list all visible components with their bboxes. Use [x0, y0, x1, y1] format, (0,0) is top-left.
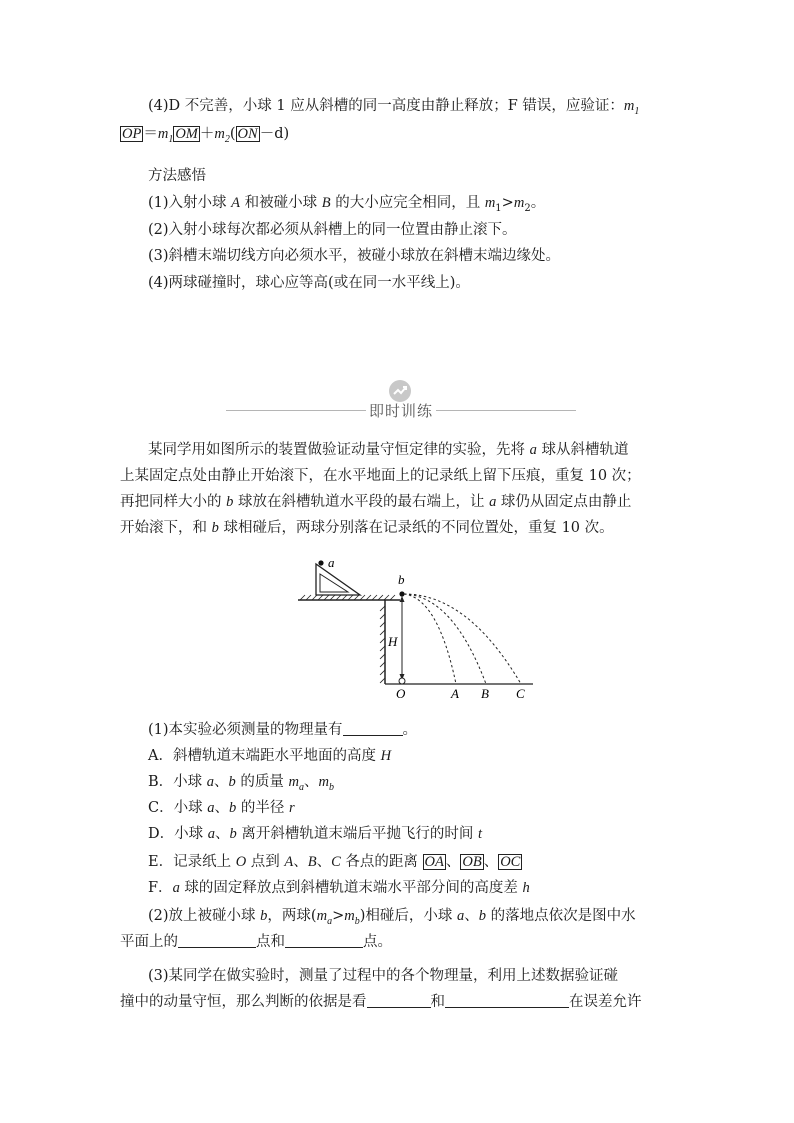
symbol: a — [172, 880, 180, 896]
symbol: b — [478, 908, 486, 924]
vector-oa: OA — [424, 854, 444, 870]
question-2-line-1 — [148, 906, 636, 932]
answer-blank[interactable] — [367, 993, 431, 1008]
text: 在误差允许 — [569, 994, 642, 1010]
text: (2)放上被碰小球 — [148, 908, 261, 924]
option-E — [148, 852, 522, 872]
question-2-line-2 — [120, 932, 392, 952]
mass-symbol: m — [214, 126, 225, 142]
method-item-2: (2)入射小球每次都必须从斜槽上的同一位置由静止滚下。 — [148, 222, 517, 238]
answer-blank[interactable] — [445, 993, 569, 1008]
text: B．小球 — [148, 774, 207, 790]
text: > — [501, 195, 514, 211]
text: 撞中的动量守恒，那么判断的依据是看 — [120, 994, 367, 1010]
text: 的质量 — [235, 774, 289, 790]
paren: ( — [229, 126, 236, 142]
text: 点到 — [246, 854, 285, 870]
vector-on: ON — [237, 126, 258, 142]
text: 、 — [316, 854, 332, 870]
ball-a — [318, 560, 323, 565]
symbol: t — [477, 826, 482, 842]
symbol: C — [331, 854, 341, 870]
option-F — [148, 878, 530, 898]
symbol: A — [284, 854, 294, 870]
text: 某同学用如图所示的装置做验证动量守恒定律的实验，先将 — [148, 442, 530, 458]
subscript: a — [298, 781, 304, 793]
mass-subscript: 1 — [168, 133, 174, 145]
symbol: b — [211, 520, 219, 536]
heading-rule-right — [436, 410, 576, 411]
label-A: A — [451, 686, 459, 700]
label-O: O — [396, 686, 406, 700]
option-D — [148, 824, 482, 844]
mass-subscript: 2 — [224, 133, 230, 145]
method-title: 方法感悟 — [148, 168, 206, 184]
answer-line-1 — [148, 96, 639, 122]
text: 、 — [464, 908, 479, 924]
heading-rule-left — [226, 410, 366, 411]
symbol: b — [229, 826, 237, 842]
text: 球从斜槽轨道 — [536, 442, 629, 458]
text: E．记录纸上 — [148, 854, 236, 870]
symbol: A — [231, 195, 241, 211]
symbol: m — [316, 908, 328, 924]
vector-ob: OB — [462, 854, 482, 870]
text: 和 — [430, 994, 445, 1010]
text: 球仍从固定点由静止 — [496, 494, 632, 510]
text: 的大小应完全相同，且 — [330, 195, 485, 211]
text: 、 — [303, 774, 319, 790]
symbol: m — [344, 908, 355, 924]
text: (1)入射小球 — [148, 195, 232, 211]
point-O-marker — [399, 678, 405, 684]
text: 、 — [445, 854, 461, 870]
equals-sign: ＝ — [143, 126, 158, 142]
subscript: 2 — [524, 202, 531, 214]
answer-blank[interactable] — [285, 933, 363, 948]
symbol: r — [288, 800, 295, 816]
text: 各点的距离 — [340, 854, 423, 870]
height-arrow-up — [400, 596, 405, 602]
symbol: b — [226, 494, 234, 510]
question-intro-4 — [120, 518, 614, 538]
symbol: b — [228, 774, 236, 790]
vector-op: OP — [122, 126, 142, 142]
answer-blank[interactable] — [343, 721, 403, 736]
mass-symbol: m — [623, 98, 635, 114]
subscript: 1 — [495, 202, 502, 214]
symbol: a — [206, 774, 215, 790]
question-intro-2: 上某固定点处由静止开始滚下，在水平地面上的记录纸上留下压痕，重复 10 次； — [120, 468, 641, 484]
method-item-1 — [148, 193, 545, 219]
symbol: b — [260, 908, 268, 924]
question-intro-3 — [120, 492, 631, 512]
method-item-4: (4)两球碰撞时，球心应等高(或在同一水平线上)。 — [148, 275, 470, 291]
symbol: a — [456, 908, 465, 924]
incline — [316, 564, 360, 595]
symbol: m — [318, 774, 329, 790]
text: 、 — [214, 800, 229, 816]
text: 球放在斜槽轨道水平段的最右端上，让 — [233, 494, 490, 510]
label-H: H — [388, 634, 398, 649]
text: 、 — [214, 826, 230, 842]
label-b: b — [398, 572, 405, 587]
option-B — [148, 772, 334, 798]
section-heading — [226, 376, 576, 426]
text: 、 — [483, 854, 499, 870]
symbol: m — [513, 195, 525, 211]
answer-text: (4)D 不完善，小球 1 应从斜槽的同一高度由静止释放；F 错误，应验证： — [148, 98, 624, 114]
text: 。 — [402, 722, 418, 738]
question-3-line-2 — [120, 992, 642, 1012]
question-intro-1 — [148, 440, 628, 460]
trajectory-B — [404, 594, 486, 684]
ball-b — [399, 591, 404, 596]
symbol: a — [529, 442, 537, 458]
label-C: C — [516, 686, 525, 700]
section-heading-text: 即时训练 — [368, 402, 433, 420]
text: 球的固定释放点到斜槽轨道末端水平部分间的高度差 — [179, 880, 523, 896]
subscript: a — [327, 915, 333, 927]
symbol: m — [484, 195, 496, 211]
question-3-line-1: (3)某同学在做实验时，测量了过程中的各个物理量，利用上述数据验证碰 — [148, 968, 619, 984]
answer-blank[interactable] — [178, 933, 256, 948]
text: A．斜槽轨道末端距水平地面的高度 — [148, 748, 381, 764]
text: 。 — [530, 195, 546, 211]
text: 、 — [214, 774, 229, 790]
text: 开始滚下，和 — [120, 520, 212, 536]
text: 、 — [293, 854, 308, 870]
method-item-3: (3)斜槽末端切线方向必须水平，被碰小球放在斜槽末端边缘处。 — [148, 248, 561, 264]
text: 离开斜槽轨道末端后平抛飞行的时间 — [236, 826, 478, 842]
text: ，两球( — [267, 908, 317, 924]
symbol: h — [522, 880, 530, 896]
text: 再把同样大小的 — [120, 494, 227, 510]
symbol: m — [288, 774, 299, 790]
text: D．小球 — [148, 826, 208, 842]
text: F． — [148, 880, 173, 896]
subscript: b — [328, 781, 334, 793]
question-1 — [148, 720, 417, 740]
text: (1)本实验必须测量的物理量有 — [148, 722, 343, 738]
symbol: b — [228, 800, 237, 816]
text: > — [332, 908, 345, 924]
trajectory-A — [404, 594, 456, 684]
symbol: B — [307, 854, 317, 870]
text: 平面上的 — [120, 934, 178, 950]
label-a: a — [328, 555, 335, 570]
vector-om: OM — [175, 126, 198, 142]
option-A — [148, 746, 391, 766]
text: 点。 — [363, 934, 392, 950]
symbol: B — [321, 195, 331, 211]
symbol: a — [207, 826, 215, 842]
option-C — [148, 798, 295, 818]
text: 的落地点依次是图中水 — [485, 908, 636, 924]
vector-oc: OC — [500, 854, 521, 870]
text: 点和 — [256, 934, 285, 950]
symbol: H — [380, 748, 392, 764]
answer-line-2 — [120, 124, 289, 150]
text: C．小球 — [148, 800, 208, 816]
text: 的半径 — [236, 800, 289, 816]
experiment-figure — [288, 550, 538, 700]
symbol: a — [207, 800, 215, 816]
plus-sign: ＋ — [199, 126, 215, 142]
symbol: O — [235, 854, 247, 870]
text: 和被碰小球 — [240, 195, 322, 211]
mass-subscript: 1 — [634, 105, 640, 117]
symbol: a — [489, 494, 497, 510]
trajectory-C — [404, 594, 521, 684]
text: 球相碰后，两球分别落在记录纸的不同位置处，重复 10 次。 — [218, 520, 614, 536]
subscript: b — [354, 915, 360, 927]
trend-icon — [389, 380, 411, 402]
label-B: B — [481, 686, 489, 700]
minus-d: －d) — [259, 126, 290, 142]
text: )相碰后，小球 — [359, 908, 457, 924]
mass-symbol: m — [157, 126, 169, 142]
